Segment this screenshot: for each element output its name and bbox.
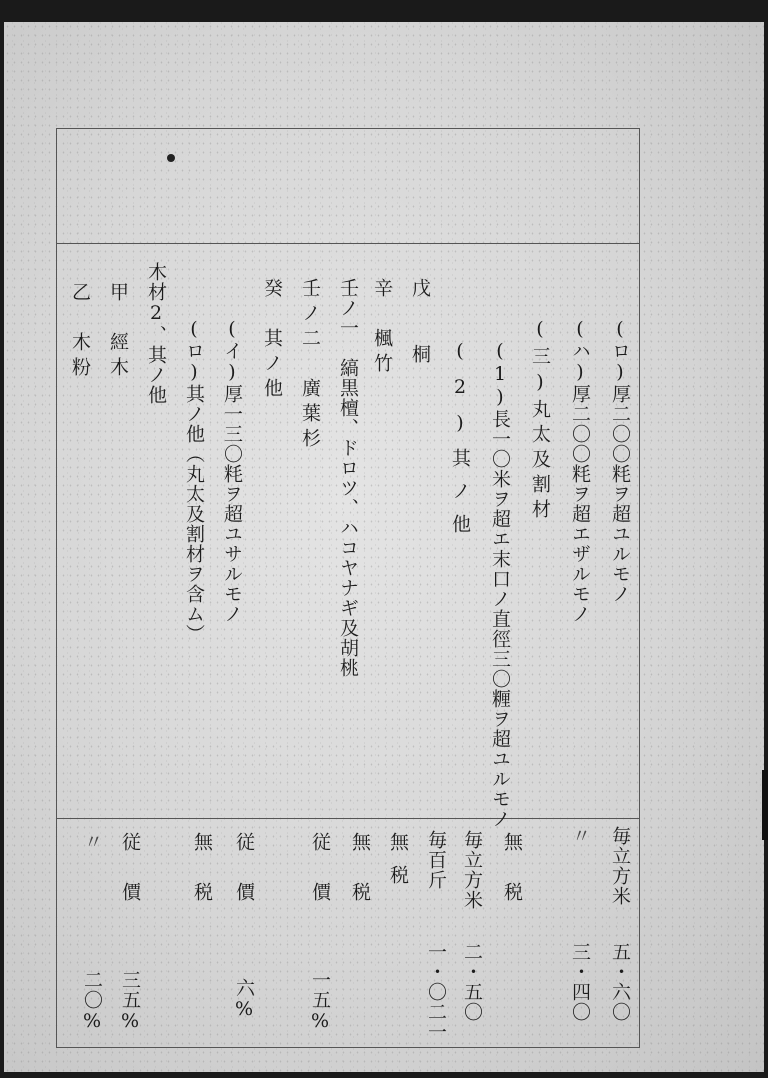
rate-unit-1: 毎立方米 <box>609 826 631 906</box>
rate-label-11: 従 價 <box>119 832 141 907</box>
item-row-15: 乙 木粉 <box>69 282 91 382</box>
item-row-11: (イ)厚一三〇粍ヲ超ユサルモノ <box>221 318 243 624</box>
rate-mark-12: 〃 <box>81 832 103 852</box>
rate-amount-2: 三・四〇 <box>569 942 591 1022</box>
rate-unit-5: 毎百斤 <box>425 830 447 890</box>
item-row-6: 戊 桐 <box>409 278 431 377</box>
rate-amount-5: 一・〇二一 <box>425 942 447 1042</box>
item-row-9: 壬ノ二 廣葉杉 <box>299 278 321 453</box>
item-row-10: 癸 其ノ他 <box>261 278 283 403</box>
ink-dot <box>167 154 175 162</box>
rate-row-3: 無 税 <box>501 832 523 907</box>
item-row-8: 壬ノ一 縞黒檀、ドロツ、ハコヤナギ及胡桃 <box>337 278 359 678</box>
rate-row-10: 無 税 <box>191 832 213 907</box>
rate-row-6: 無税 <box>387 832 409 898</box>
rate-pct-11: 三五% <box>119 970 141 1033</box>
item-row-5: (2)其ノ他 <box>449 340 471 547</box>
rate-amount-4: 二・五〇 <box>461 942 483 1022</box>
rate-pct-12: 二〇% <box>81 970 103 1033</box>
rate-amount-1: 五・六〇 <box>609 942 631 1022</box>
rate-label-8: 従 價 <box>309 832 331 907</box>
item-row-1: (ロ)厚二〇〇粍ヲ超ユルモノ <box>609 318 631 604</box>
rate-unit-2: 〃 <box>569 826 591 846</box>
table-rate-rule <box>56 818 640 819</box>
item-row-7: 辛 楓竹 <box>371 278 393 378</box>
item-row-13: 木材2、其ノ他 <box>145 262 167 405</box>
rate-pct-9: 六% <box>233 978 255 1021</box>
table-header-rule <box>56 243 640 244</box>
rate-pct-8: 一五% <box>309 970 331 1033</box>
item-row-14: 甲 經木 <box>107 282 129 382</box>
item-row-2: (ハ)厚二〇〇粍ヲ超エザルモノ <box>569 318 591 624</box>
item-row-3: (三)丸太及割材 <box>529 318 551 524</box>
item-row-4: (1)長一〇米ヲ超エ末口ノ直徑三〇糎ヲ超ユルモノ <box>489 340 511 829</box>
rate-row-7: 無 税 <box>349 832 371 907</box>
edge-mark <box>762 770 768 840</box>
rate-unit-4: 毎立方米 <box>461 830 483 910</box>
item-row-12: (ロ)其ノ他（丸太及割材ヲ含ム） <box>183 318 205 644</box>
rate-label-9: 従 價 <box>233 832 255 907</box>
